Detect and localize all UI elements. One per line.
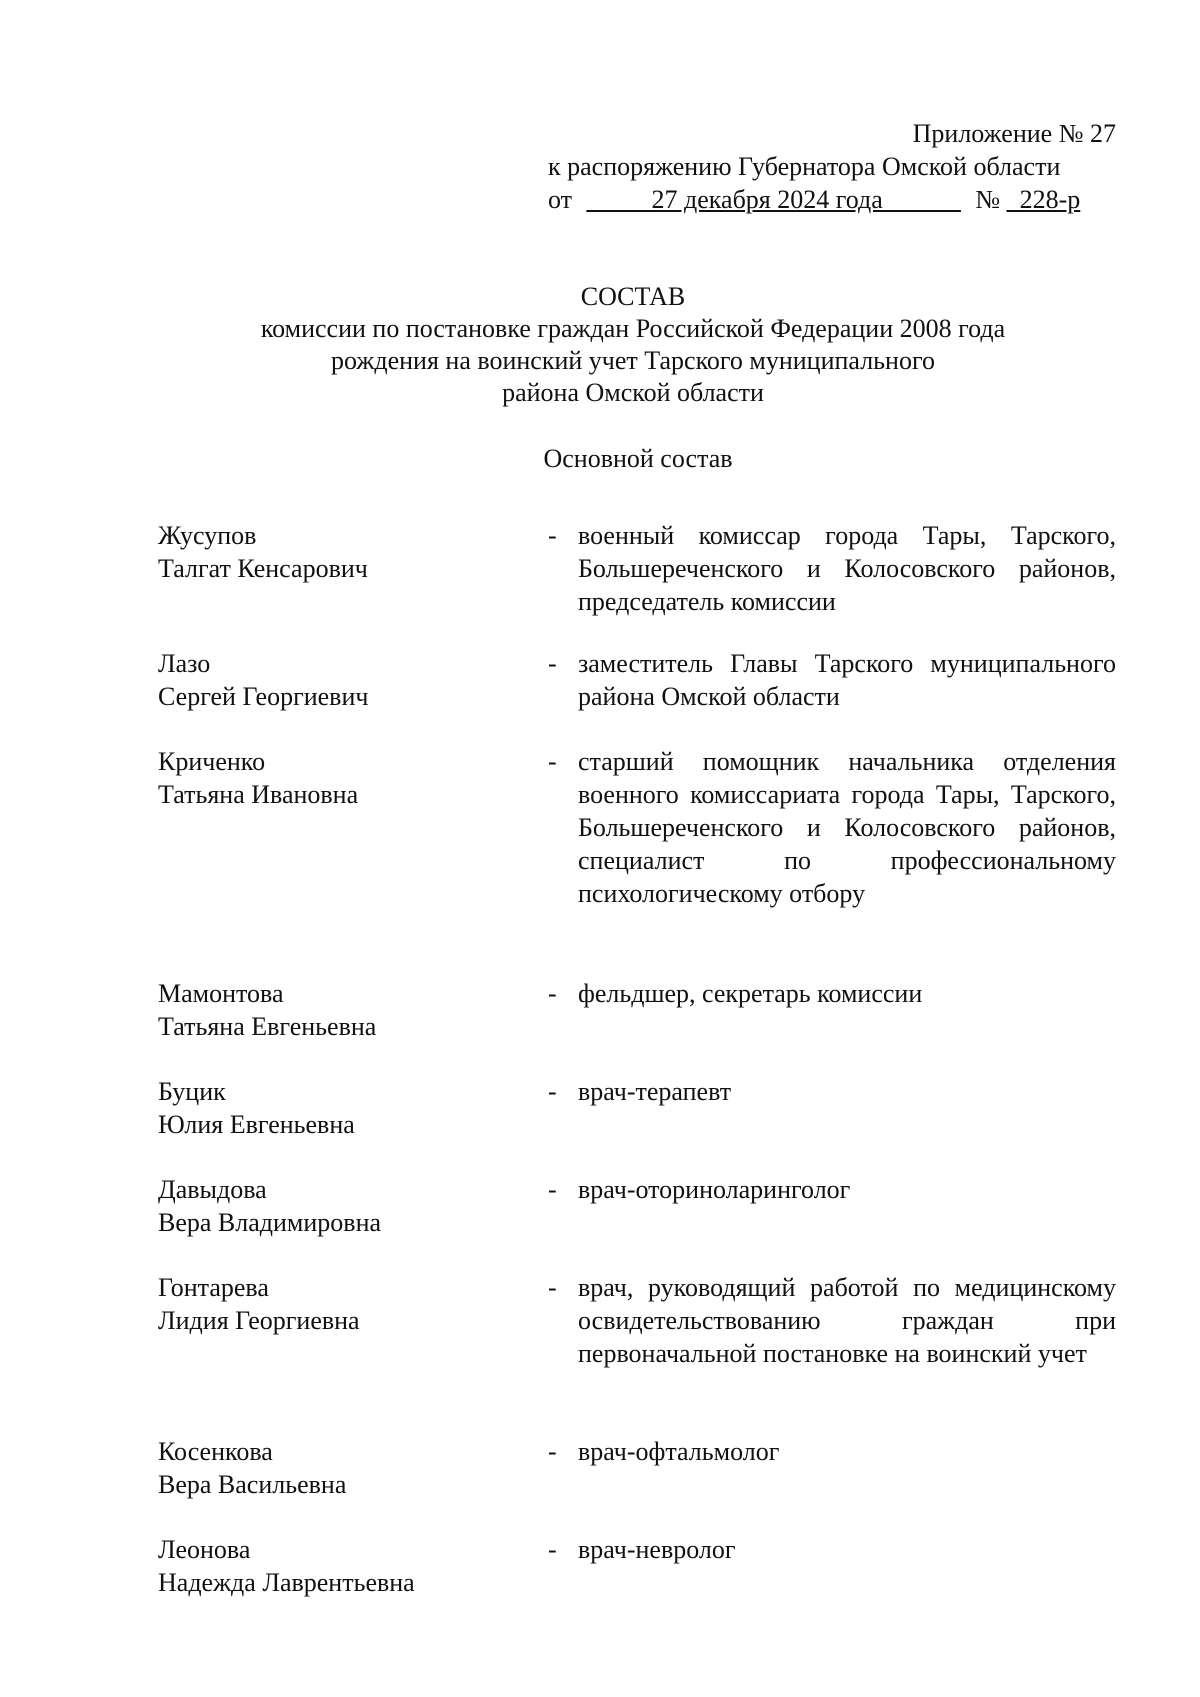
member-surname: Криченко (158, 747, 266, 776)
dash: - (548, 521, 557, 550)
member-name (158, 1271, 518, 1337)
member-role: врач, руководящий работой по медицинскому освидетельствованию граждан при первоначальной постановке на воинский учет (578, 1273, 1116, 1368)
title-line-1: комиссии по постановке граждан Российской Федерации 2008 года (260, 314, 1006, 343)
member-name (158, 1435, 518, 1501)
member-surname: Косенкова (158, 1437, 273, 1466)
appendix-num-sign: № (975, 185, 1001, 214)
dash: - (548, 979, 557, 1008)
member-given-names: Талгат Кенсарович (158, 554, 368, 583)
member-name (158, 519, 518, 585)
member-surname: Буцик (158, 1077, 226, 1106)
title-line-2: рождения на воинский учет Тарского муниципального (331, 346, 935, 375)
member-role: заместитель Главы Тарского муниципального района Омской области (578, 649, 1116, 711)
member-name (158, 1533, 518, 1599)
member-name (158, 1075, 518, 1141)
title-line-3: района Омской области (502, 378, 764, 407)
member-given-names: Юлия Евгеньевна (158, 1110, 355, 1139)
member-given-names: Вера Васильевна (158, 1470, 347, 1499)
member-given-names: Сергей Георгиевич (158, 682, 369, 711)
member-given-names: Надежда Лаврентьевна (158, 1568, 415, 1597)
member-role: врач-оториноларинголог (578, 1175, 851, 1204)
member-given-names: Татьяна Евгеньевна (158, 1012, 377, 1041)
appendix-number: Приложение № 27 (912, 119, 1116, 148)
member-role: фельдшер, секретарь комиссии (578, 979, 923, 1008)
member-name (158, 745, 518, 811)
member-role: старший помощник начальника отделения военного комиссариата города Тары, Тарского, Большереченского и Колосовского районов, специалист по профессиональному психологическому отбору (578, 747, 1116, 908)
member-role: военный комиссар города Тары, Тарского, Большереченского и Колосовского районов, председатель комиссии (578, 521, 1116, 616)
appendix-ot: от (548, 185, 573, 214)
dash: - (548, 1273, 557, 1302)
member-given-names: Вера Владимировна (158, 1208, 382, 1237)
member-role: врач-невролог (578, 1535, 736, 1564)
dash: - (548, 1437, 557, 1466)
member-name (158, 1173, 518, 1239)
member-given-names: Татьяна Ивановна (158, 780, 359, 809)
member-surname: Жусупов (158, 521, 257, 550)
appendix-date: _____27 декабря 2024 года______ (586, 185, 961, 214)
dash: - (548, 747, 557, 776)
member-surname: Леонова (158, 1535, 251, 1564)
member-surname: Давыдова (158, 1175, 267, 1204)
title-heading: СОСТАВ (580, 282, 686, 311)
section-title: Основной состав (543, 444, 733, 473)
appendix-order-number: _228-р (1006, 185, 1081, 214)
member-surname: Мамонтова (158, 979, 284, 1008)
member-role: врач-терапевт (578, 1077, 732, 1106)
member-surname: Гонтарева (158, 1273, 269, 1302)
member-name (158, 977, 518, 1043)
member-role: врач-офтальмолог (578, 1437, 780, 1466)
dash: - (548, 1077, 557, 1106)
appendix-reference: к распоряжению Губернатора Омской области (548, 152, 1061, 181)
member-surname: Лазо (158, 649, 211, 678)
dash: - (548, 1175, 557, 1204)
member-given-names: Лидия Георгиевна (158, 1306, 360, 1335)
dash: - (548, 649, 557, 678)
member-name (158, 647, 518, 713)
dash: - (548, 1535, 557, 1564)
